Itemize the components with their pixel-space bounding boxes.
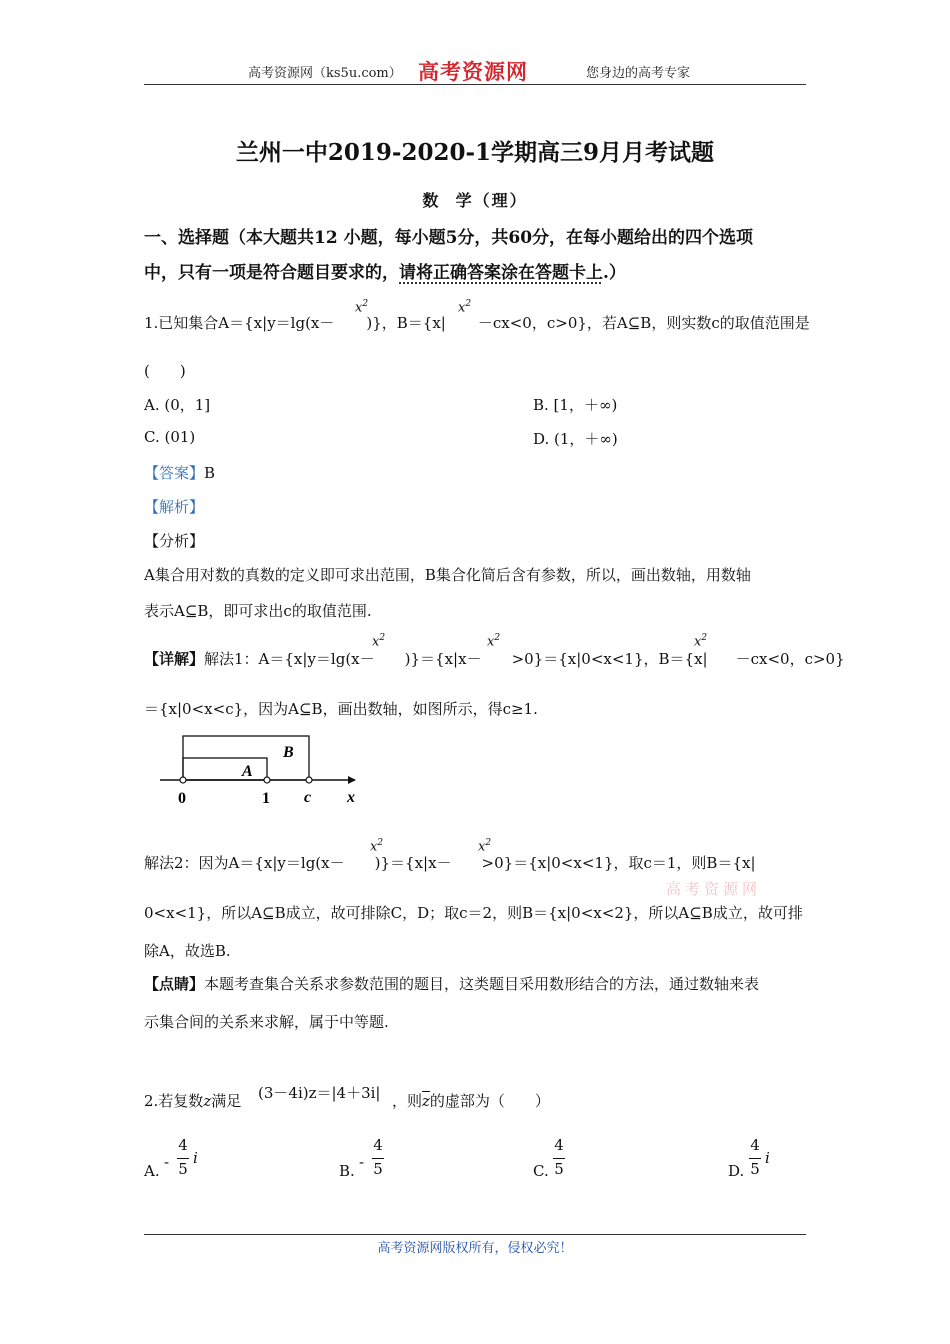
page-title: 兰州一中2019-2020-1学期高三9月月考试题: [235, 139, 715, 166]
detail-x2-2: $x^2$: [487, 633, 501, 650]
q1-option-a: A. (0，1]: [144, 396, 211, 414]
header-left: 高考资源网（ks5u.com）: [248, 66, 402, 81]
footer-text: 高考资源网版权所有，侵权必究！: [377, 1241, 573, 1256]
q2-stem-a: 2.若复数: [144, 1092, 204, 1110]
q1-x2-2: $x^2$: [458, 299, 472, 316]
answer-label: 【答案】: [144, 464, 205, 482]
header-rule: [144, 84, 806, 85]
set-a-box: [183, 758, 267, 780]
m2-b: )}＝{x|x－: [374, 854, 452, 872]
tick-c: c: [304, 789, 312, 806]
q1-option-b: B. [1，＋∞): [533, 396, 618, 414]
page-subtitle: 数 学（理）: [422, 191, 528, 210]
q1-option-d: D. (1，＋∞): [533, 430, 618, 448]
detail-label: 【详解】: [144, 650, 205, 668]
tick-1: 1: [262, 790, 270, 807]
point-1: [264, 777, 270, 783]
section-heading-end: .）: [603, 263, 626, 283]
method2-line1: [144, 852, 756, 873]
q2-zbar: $\overline{z}$: [422, 1092, 430, 1110]
header-right: 您身边的高考专家: [586, 66, 691, 81]
q2-z: z: [203, 1092, 212, 1110]
q2-equation: (3－4i)z＝|4＋3i|: [258, 1084, 381, 1102]
q1-x2-1: $x^2$: [355, 299, 369, 316]
tick-0: 0: [178, 790, 186, 807]
q2-stem-c: ，则: [392, 1092, 423, 1110]
detail-line2: ＝{x|0<x<c}，因为A⊆B，画出数轴，如图所示，得c≥1.: [144, 700, 538, 718]
header-logo: 高考资源网: [418, 59, 528, 84]
comment-line2: 示集合间的关系来求解，属于中等题.: [144, 1013, 389, 1031]
m2-a: 解法2：因为A＝{x|y＝lg(x－: [144, 854, 345, 872]
q1-option-c: C. (01): [144, 428, 196, 446]
axis-arrow: [348, 776, 356, 784]
q1-stem-b: )}，B＝{x|: [366, 314, 446, 332]
comment-text: 本题考查集合关系求参数范围的题目，这类题目采用数形结合的方法，通过数轴来表: [204, 975, 760, 993]
m2-x2-1: $x^2$: [370, 838, 384, 855]
point-0: [180, 777, 186, 783]
detail-1a: 解法1：A＝{x|y＝lg(x－: [204, 650, 375, 668]
q1-stem-a: 1.已知集合A＝{x|y＝lg(x－: [144, 314, 335, 332]
footer-rule: [144, 1234, 806, 1235]
fenxi-line1: A集合用对数的真数的定义即可求出范围，B集合化简后含有参数，所以，画出数轴，用数轴: [144, 566, 751, 584]
q1-paren: ( ): [144, 362, 186, 380]
section-heading-emphasis: 请将正确答案涂在答题卡上: [399, 263, 603, 283]
label-a: A: [242, 763, 253, 780]
section-heading-text: 中，只有一项是符合题目要求的，: [144, 263, 399, 283]
fenxi-label: 【分析】: [144, 532, 205, 550]
tick-x: x: [347, 789, 355, 806]
method2-line2: 0<x<1}，所以A⊆B成立，故可排除C，D；取c＝2，则B＝{x|0<x<2}，所以A⊆B成立，故可排: [144, 904, 803, 922]
method2-line3: 除A，故选B.: [144, 942, 231, 960]
q2-stem-tail: [392, 1090, 550, 1111]
detail-1c: >0}＝{x|0<x<1}，B＝{x|: [511, 650, 708, 668]
m2-c: >0}＝{x|0<x<1}，取c＝1，则B＝{x|: [481, 854, 756, 872]
fenxi-line2: 表示A⊆B，即可求出c的取值范围.: [144, 602, 372, 620]
section-heading-line1: 一、选择题（本大题共12 小题，每小题5分，共60分，在每小题给出的四个选项: [144, 228, 754, 248]
section-heading-line2: [144, 258, 626, 283]
analysis-label: 【解析】: [144, 498, 205, 516]
q2-stem-b: 满足: [211, 1092, 242, 1110]
watermark: 高考资源网: [666, 880, 762, 898]
label-b: B: [283, 744, 294, 761]
number-line-diagram: [150, 730, 370, 810]
detail-x2-1: $x^2$: [372, 633, 386, 650]
detail-1d: －cx<0，c>0}: [735, 650, 845, 668]
comment-line1: [144, 973, 759, 994]
q2-stem: [144, 1090, 241, 1111]
q2-stem-d: 的虚部为（ ）: [429, 1092, 550, 1110]
m2-x2-2: $x^2$: [478, 838, 492, 855]
q1-answer: [144, 462, 215, 483]
answer-value: B: [204, 464, 216, 482]
detail-line1: [144, 648, 845, 669]
detail-1b: )}＝{x|x－: [404, 650, 482, 668]
q1-stem: [144, 312, 810, 333]
detail-x2-3: $x^2$: [694, 633, 708, 650]
q1-stem-c: －cx<0，c>0}，若A⊆B，则实数c的取值范围是: [477, 314, 810, 332]
comment-label: 【点睛】: [144, 975, 205, 993]
point-c: [306, 777, 312, 783]
